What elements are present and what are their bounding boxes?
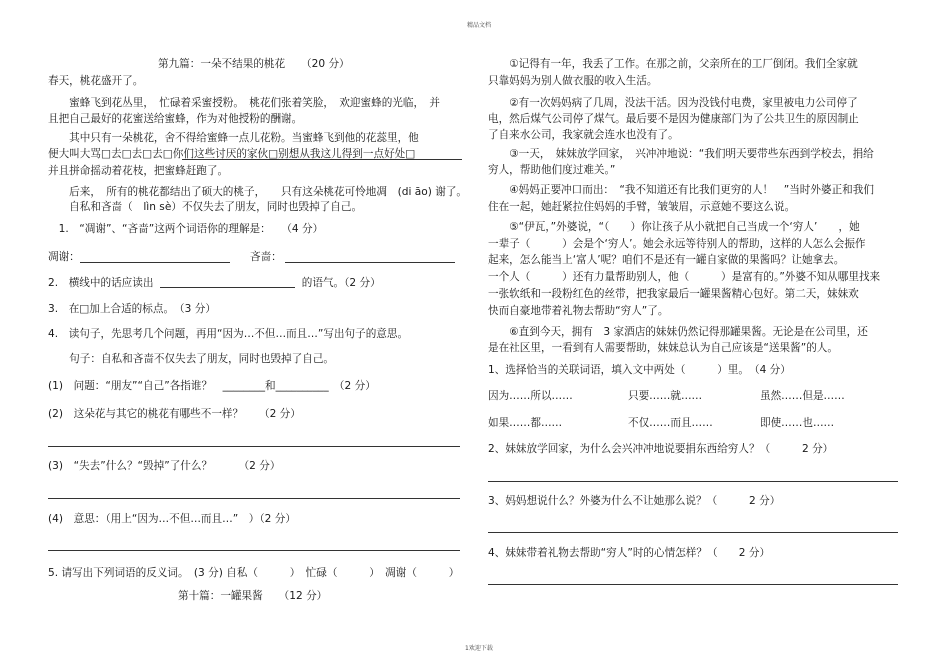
passage-line: 且把自己最好的花蜜送给蜜蜂，作为对他授粉的酬谢。 [48, 113, 303, 125]
passage-line: ④妈妈正要冲口而出： “我不知道还有比我们更穷的人！ ”当时外婆正和我们 [488, 184, 874, 196]
question-4-2: (2) 这朵花与其它的桃花有哪些不一样？ （2 分） [48, 408, 301, 420]
question-r3: 3、妈妈想说什么？外婆为什么不让她那么说？（ 2 分） [488, 495, 781, 507]
passage-line: ①记得有一年，我丢了工作。在那之前，父亲所在的工厂倒闭。我们全家就 [488, 58, 858, 70]
passage-line: 自私和吝啬（ lìn sè）不仅失去了朋友，同时也毁掉了自己。 [48, 201, 363, 213]
option-item: 虽然……但是…… [760, 390, 845, 402]
option-item: 如果……都…… [488, 417, 563, 429]
answer-line[interactable] [48, 446, 460, 447]
answer-line[interactable] [488, 584, 898, 585]
question-r2: 2、妹妹放学回家，为什么会兴冲冲地说要捐东西给穷人？（ 2 分） [488, 443, 834, 455]
question-2: 2. 横线中的话应读出 的语气。（2 分） [48, 277, 381, 289]
passage-line: ③一天， 妹妹放学回家， 兴冲冲地说：“我们明天要带些东西到学校去，捐给 [488, 148, 874, 160]
question-1: 1. “凋谢”、“吝啬”这两个词语你的理解是： （4 分） [48, 223, 324, 235]
question-5: 5. 请写出下列词语的反义词。 (3 分) 自私（ ） 忙碌（ ） 凋谢（ ） [48, 567, 460, 579]
passage-line: 蜜蜂飞到花丛里， 忙碌着采蜜授粉。 桃花们张着笑脸， 欢迎蜜蜂的光临， 并 [48, 97, 440, 109]
answer-line[interactable] [488, 481, 898, 482]
option-item: 因为……所以…… [488, 390, 573, 402]
passage-line: 其中只有一朵桃花，舍不得给蜜蜂一点儿花粉。当蜜蜂飞到他的花蕊里，他 [48, 132, 419, 144]
passage-title-10: 第十篇：一罐果酱 （12 分） [178, 590, 328, 602]
passage-line: 穷人，帮助他们度过难关。” [488, 164, 616, 176]
passage-line: 只靠妈妈为别人做衣服的收入生活。 [488, 75, 658, 87]
underline-rule [182, 159, 462, 160]
question-4-sentence: 句子：自私和吝啬不仅失去了朋友，同时也毁掉了自己。 [48, 353, 335, 365]
passage-line: 并且拼命摇动着花枝，把蜜蜂赶跑了。 [48, 165, 229, 177]
passage-line: 一张软纸和一段粉红色的丝带，把我家最后一罐果酱精心包好。第二天，妹妹欢 [488, 288, 859, 300]
answer-line[interactable] [48, 498, 460, 499]
passage-line: 便大叫大骂□去□去□去□你们这些讨厌的家伙□别想从我这儿得到一点好处□ [48, 148, 416, 160]
passage-line: 后来， 所有的桃花都结出了硕大的桃子， 只有这朵桃花可怜地凋 (di āo) 谢了。 [48, 186, 468, 198]
passage-line: 起来，怎么能当上‘富人’呢？咱们不是还有一罐自家做的果酱吗？让她拿去。 [488, 254, 845, 266]
option-item: 只要……就…… [628, 390, 703, 402]
answer-blank[interactable] [285, 262, 455, 263]
question-4-4: (4) 意思：（用上“因为…不但…而且…” ）（2 分） [48, 513, 296, 525]
passage-line: 了自来水公司，我家就会连水也没有了。 [488, 129, 679, 141]
header-watermark: 精品文档 [467, 22, 492, 29]
question-r4: 4、妹妹带着礼物去帮助“穷人”时的心情怎样？（ 2 分） [488, 547, 771, 559]
answer-blank[interactable] [160, 287, 295, 288]
footer-page-note: 1欢迎下载 [465, 645, 493, 652]
passage-line: ⑤“伊瓦，”外婆说，“（ ）你让孩子从小就把自己当成一个‘穷人’ ，她 [488, 221, 860, 233]
passage-line: ⑥直到今天，拥有 3 家酒店的妹妹仍然记得那罐果酱。无论是在公司里，还 [488, 326, 868, 338]
option-item: 不仅……而且…… [628, 417, 713, 429]
answer-label-diaoxie: 凋谢： [48, 251, 80, 263]
answer-line[interactable] [48, 550, 460, 551]
question-4-3: (3) “失去”什么？“毁掉”了什么？ （2 分） [48, 460, 281, 472]
passage-line: 一个人（ ）还有力量帮助别人，他（ ）是富有的。”外婆不知从哪里找来 [488, 271, 881, 283]
question-r1: 1、选择恰当的关联词语，填入文中两处（ ）里。 （4 分） [488, 364, 791, 376]
question-3: 3. 在□加上合适的标点。 （3 分） [48, 303, 216, 315]
passage-line: 一辈子（ ）会是个‘穷人’。她会永远等待别人的帮助，这样的人怎么会振作 [488, 238, 866, 250]
passage-line: 是在社区里，一看到有人需要帮助，妹妹总认为自己应该是“送果酱”的人。 [488, 342, 838, 354]
passage-title-9: 第九篇：一朵不结果的桃花 （20 分） [158, 58, 350, 70]
passage-line: 快而自豪地带着礼物去帮助“穷人”了。 [488, 305, 669, 317]
answer-line[interactable] [488, 532, 898, 533]
option-item: 即使……也…… [760, 417, 835, 429]
passage-line: ②有一次妈妈病了几周，没法干活。因为没钱付电费，家里被电力公司停了 [488, 97, 858, 109]
answer-blank[interactable] [80, 262, 230, 263]
passage-line: 春天，桃花盛开了。 [48, 75, 144, 87]
question-4: 4. 读句子，先思考几个问题，再用“因为…不但…而且…”写出句子的意思。 [48, 328, 409, 340]
answer-label-linse: 吝啬： [250, 251, 282, 263]
passage-line: 电，然后煤气公司停了煤气。最后要不是因为健康部门为了公共卫生的原因制止 [488, 113, 859, 125]
passage-line: 住在一起，她赶紧拉住妈妈的手臂，皱皱眉，示意她不要这么说。 [488, 201, 796, 213]
question-4-1: (1) 问题：“朋友”“自己”各指谁？ ________和__________ （2 分） [48, 380, 376, 392]
